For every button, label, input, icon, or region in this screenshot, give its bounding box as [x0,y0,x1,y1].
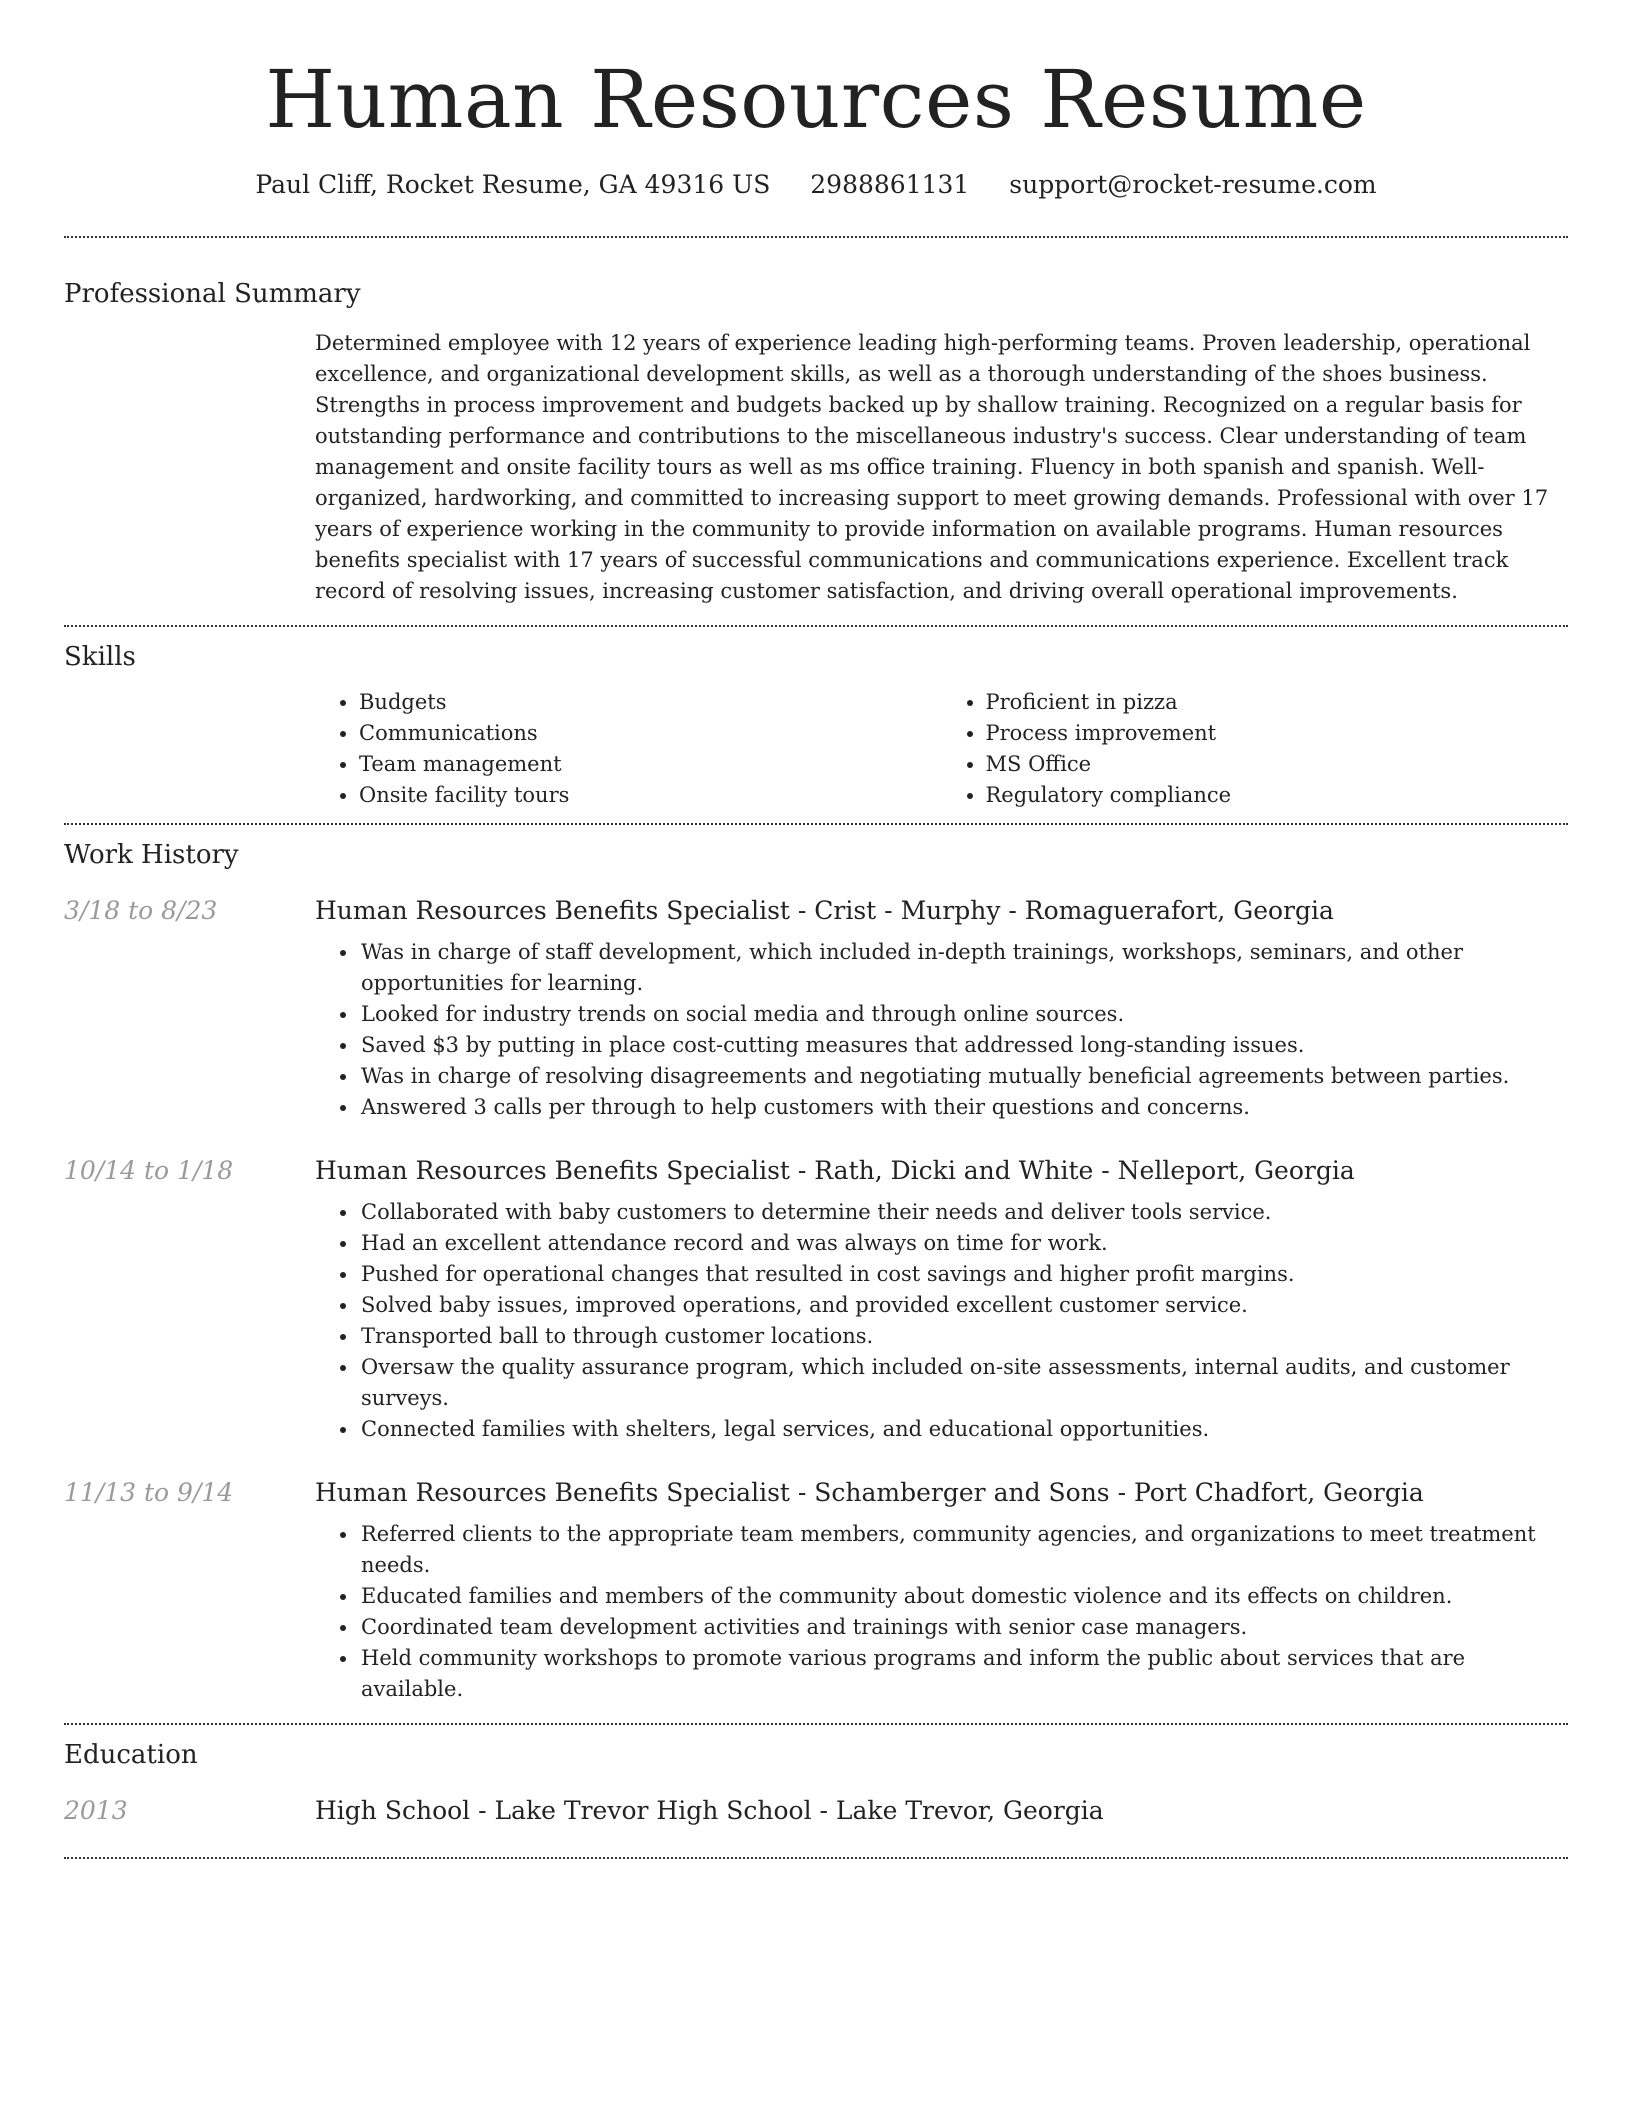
skill-item: • Onsite facility tours [359,780,942,811]
job-dates: 11/13 to 9/14 [64,1478,234,1507]
job-bullet: • Answered 3 calls per through to help customers with their questions and concerns. [359,1092,1568,1123]
job-bullet: • Had an excellent attendance record and was always on time for work. [359,1228,1568,1259]
skill-item: • Budgets [359,687,942,718]
resume-title: Human Resources Resume [265,53,1367,146]
job-bullets [315,937,1568,1123]
summary-text: Determined employee with 12 years of experience leading high-performing teams. Proven leadership, operational excellence, and organizational development skills, as well as a thorough understanding of the shoes business. Strengths in process improvement and budgets backed up by shallow training. Recognized on a regular basis for outstanding performance and contributions to the miscellaneous industry's success. Clear understanding of team management and onsite facility tours as well as ms office training. Fluency in both spanish and spanish. Well-organized, hardworking, and committed to increasing support to meet growing demands. Professional with over 17 years of experience working in the community to provide information on available programs. Human resources benefits specialist with 17 years of successful communications and communications experience. Excellent track record of resolving issues, increasing customer satisfaction, and driving overall operational improvements. [315,331,1549,603]
job-bullets [315,1197,1568,1445]
job-bullet: • Referred clients to the appropriate team members, community agencies, and organizations to meet treatment needs. [359,1519,1568,1581]
job-bullet: • Oversaw the quality assurance program, which included on-site assessments, internal audits, and customer surveys. [359,1352,1568,1414]
job-entry [64,1475,1568,1705]
job-entry [64,1153,1568,1445]
job-bullet: • Collaborated with baby customers to determine their needs and deliver tools service. [359,1197,1568,1228]
job-bullet: • Looked for industry trends on social media and through online sources. [359,999,1568,1030]
skills-section [64,627,1568,823]
skill-item: • Proficient in pizza [986,687,1569,718]
job-bullet: • Educated families and members of the community about domestic violence and its effects on children. [359,1581,1568,1612]
resume-header [64,0,1568,202]
job-dates: 3/18 to 8/23 [64,896,218,925]
section-divider [64,1857,1568,1859]
job-body [315,893,1568,1123]
education-entry [64,1793,1568,1837]
skills-heading: Skills [64,642,136,672]
skill-item: • Team management [359,749,942,780]
education-heading: Education [64,1740,198,1770]
job-bullet: • Coordinated team development activities and trainings with senior case managers. [359,1612,1568,1643]
education-body [315,1793,1568,1837]
job-bullet: • Transported ball to through customer locations. [359,1321,1568,1352]
job-bullet: • Was in charge of staff development, which included in-depth trainings, workshops, seminars, and other opportunities for learning. [359,937,1568,999]
skills-columns [315,687,1568,811]
job-title: Human Resources Benefits Specialist - Schamberger and Sons - Port Chadfort, Georgia [315,1478,1424,1507]
job-dates: 10/14 to 1/18 [64,1156,234,1185]
education-date: 2013 [64,1796,128,1825]
summary-section [64,238,1568,625]
job-body [315,1153,1568,1445]
contact-line [64,168,1568,202]
job-bullet: • Held community workshops to promote various programs and inform the public about services that are available. [359,1643,1568,1705]
summary-row [64,328,1568,625]
job-title: Human Resources Benefits Specialist - Crist - Murphy - Romaguerafort, Georgia [315,896,1334,925]
skill-item: • MS Office [986,749,1569,780]
job-title: Human Resources Benefits Specialist - Rath, Dicki and White - Nelleport, Georgia [315,1156,1355,1185]
job-bullet: • Connected families with shelters, legal services, and educational opportunities. [359,1414,1568,1445]
job-entry [64,893,1568,1123]
job-bullet: • Was in charge of resolving disagreements and negotiating mutually beneficial agreements between parties. [359,1061,1568,1092]
contact-phone: 2988861131 [810,170,970,199]
job-bullet: • Pushed for operational changes that resulted in cost savings and higher profit margins. [359,1259,1568,1290]
skill-item: • Process improvement [986,718,1569,749]
summary-heading: Professional Summary [64,279,361,309]
job-bullet: • Solved baby issues, improved operations, and provided excellent customer service. [359,1290,1568,1321]
job-bullets [315,1519,1568,1705]
summary-body [315,328,1568,625]
education-section [64,1725,1568,1837]
skills-list-right [942,687,1569,811]
contact-email: support@rocket-resume.com [1009,170,1377,199]
skill-item: • Regulatory compliance [986,780,1569,811]
skill-item: • Communications [359,718,942,749]
job-body [315,1475,1568,1705]
work-heading: Work History [64,840,239,870]
work-section [64,825,1568,1705]
education-title: High School - Lake Trevor High School - Lake Trevor, Georgia [315,1796,1104,1825]
skills-list-left [315,687,942,811]
skills-row [64,687,1568,823]
job-bullet: • Saved $3 by putting in place cost-cutting measures that addressed long-standing issues. [359,1030,1568,1061]
contact-address: Paul Cliff, Rocket Resume, GA 49316 US [255,170,771,199]
